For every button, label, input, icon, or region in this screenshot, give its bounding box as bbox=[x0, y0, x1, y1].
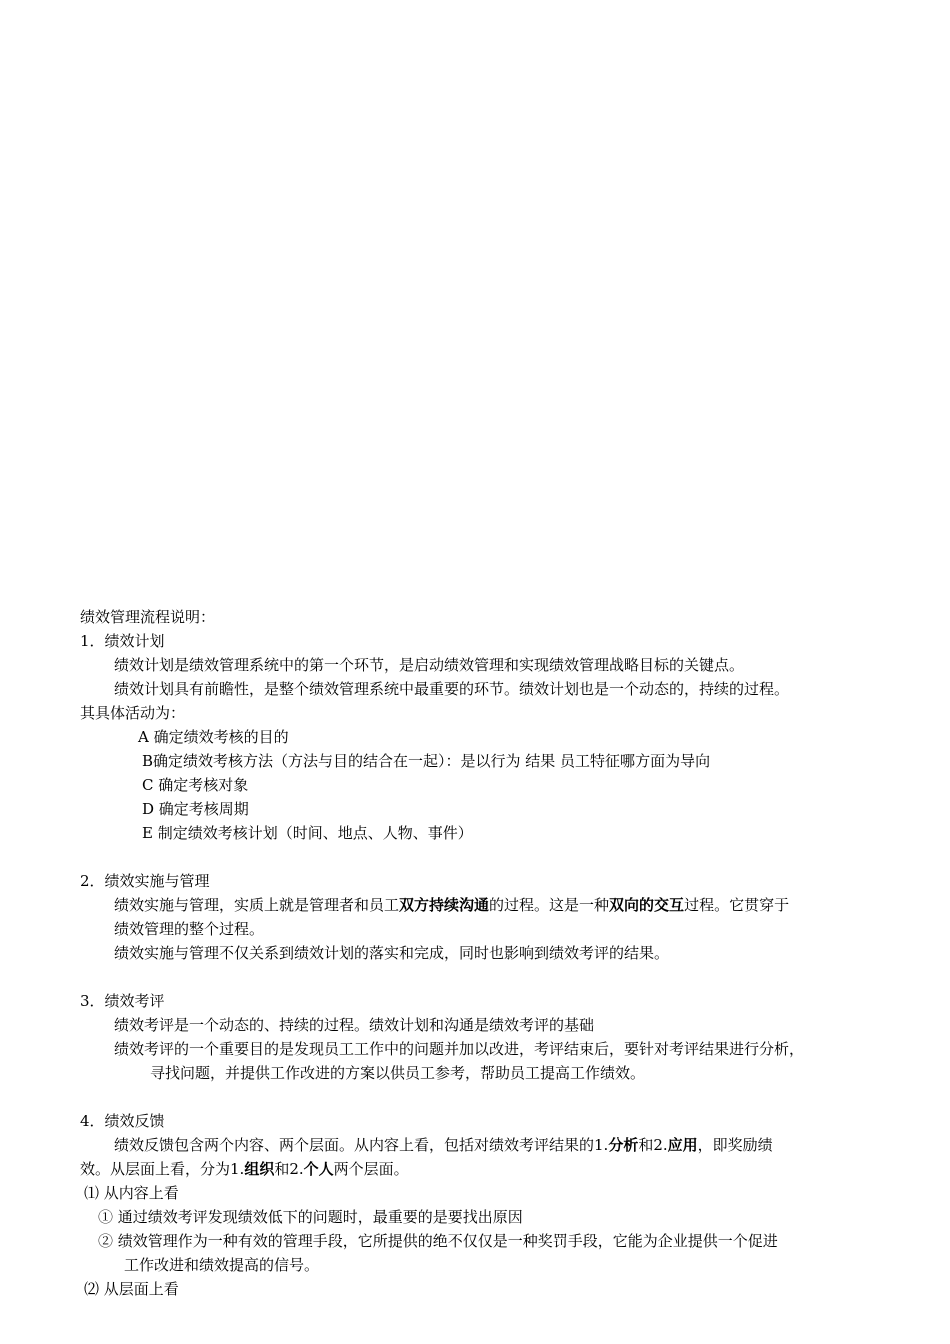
activity-item: D 确定考核周期 bbox=[142, 800, 249, 818]
section-4-paragraph: 绩效反馈包含两个内容、两个层面。从内容上看，包括对绩效考评结果的1.分析和2.应用，即奖励绩 bbox=[114, 1136, 773, 1154]
activity-item: A 确定绩效考核的目的 bbox=[138, 728, 289, 746]
section-4-heading: 4．绩效反馈 bbox=[80, 1112, 165, 1130]
section-3-heading: 3．绩效考评 bbox=[80, 992, 165, 1010]
section-3-paragraph: 绩效考评的一个重要目的是发现员工工作中的问题并加以改进，考评结束后，要针对考评结果进行分析， bbox=[114, 1040, 805, 1058]
section-2-paragraph: 绩效管理的整个过程。 bbox=[114, 920, 265, 938]
section-1-paragraph: 绩效计划是绩效管理系统中的第一个环节，是启动绩效管理和实现绩效管理战略目标的关键点。 bbox=[114, 656, 745, 674]
subsection-item: ② 绩效管理作为一种有效的管理手段，它所提供的绝不仅仅是一种奖罚手段，它能为企业提供一个促进 bbox=[98, 1232, 778, 1250]
section-1-heading: 1．绩效计划 bbox=[80, 632, 165, 650]
activity-item: E 制定绩效考核计划（时间、地点、人物、事件） bbox=[142, 824, 473, 842]
subsection-heading: ⑴ 从内容上看 bbox=[84, 1184, 179, 1202]
subsection-heading: ⑵ 从层面上看 bbox=[84, 1280, 179, 1298]
activity-item: B确定绩效考核方法（方法与目的结合在一起）：是以行为 结果 员工特征哪方面为导向 bbox=[142, 752, 711, 770]
section-1-paragraph: 其具体活动为： bbox=[80, 704, 186, 722]
activity-item: C 确定考核对象 bbox=[142, 776, 249, 794]
section-2-heading: 2．绩效实施与管理 bbox=[80, 872, 210, 890]
section-4-paragraph: 效。从层面上看，分为1.组织和2.个人两个层面。 bbox=[80, 1160, 409, 1178]
doc-title: 绩效管理流程说明： bbox=[80, 608, 216, 626]
subsection-item: 工作改进和绩效提高的信号。 bbox=[124, 1256, 320, 1274]
section-2-paragraph: 绩效实施与管理不仅关系到绩效计划的落实和完成，同时也影响到绩效考评的结果。 bbox=[114, 944, 670, 962]
section-3-paragraph: 寻找问题，并提供工作改进的方案以供员工参考，帮助员工提高工作绩效。 bbox=[150, 1064, 646, 1082]
section-3-paragraph: 绩效考评是一个动态的、持续的过程。绩效计划和沟通是绩效考评的基础 bbox=[114, 1016, 595, 1034]
subsection-item: ① 通过绩效考评发现绩效低下的问题时，最重要的是要找出原因 bbox=[98, 1208, 523, 1226]
section-2-paragraph: 绩效实施与管理，实质上就是管理者和员工双方持续沟通的过程。这是一种双向的交互过程。它贯穿于 bbox=[114, 896, 790, 914]
section-1-paragraph: 绩效计划具有前瞻性，是整个绩效管理系统中最重要的环节。绩效计划也是一个动态的，持续的过程。 bbox=[114, 680, 790, 698]
